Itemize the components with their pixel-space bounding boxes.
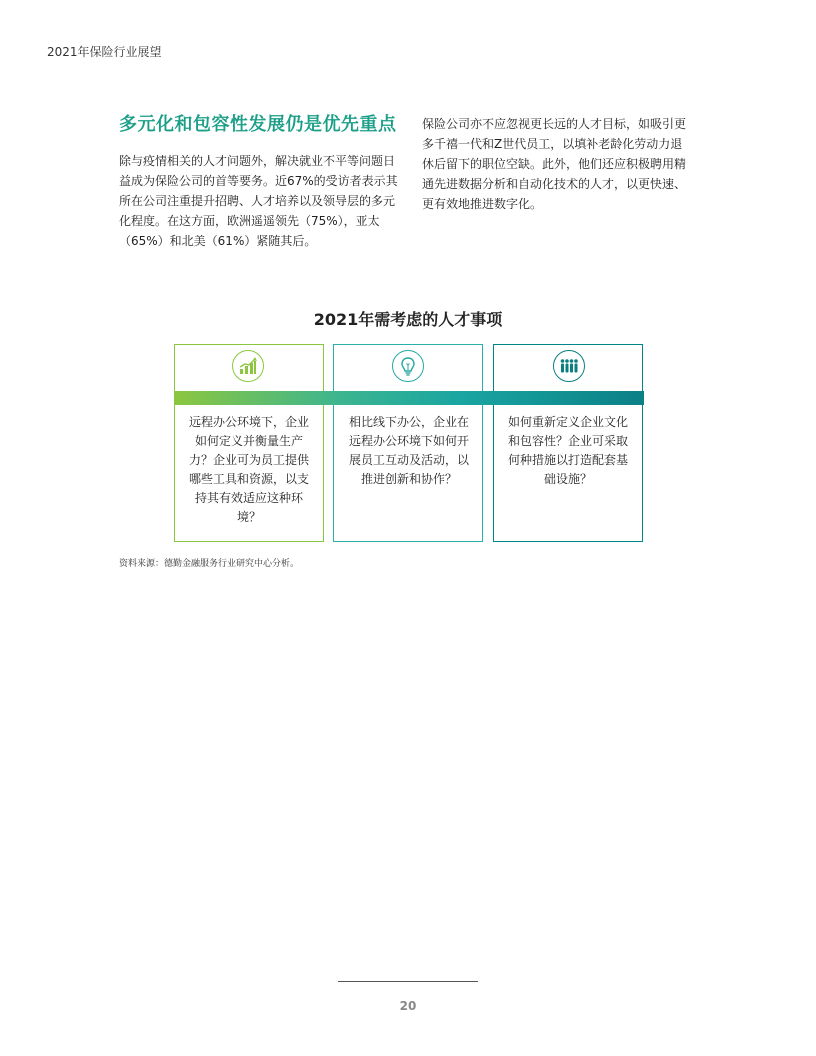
- growth-chart-icon: [232, 350, 264, 382]
- card-text-inclusion: 如何重新定义企业文化和包容性？企业可采取何种措施以打造配套基础设施？: [507, 415, 628, 486]
- source-note: 资料来源：德勤金融服务行业研究中心分析。: [119, 559, 300, 569]
- section-title: 多元化和包容性发展仍是优先重点: [119, 114, 397, 135]
- people-group-icon: [553, 350, 585, 382]
- right-paragraph: 保险公司亦不应忽视更长远的人才目标，如吸引更多千禧一代和Z世代员工，以填补老龄化劳动力退休后留下的职位空缺。此外，他们还应积极聘用精通先进数据分析和自动化技术的人才，以更快速、更有效地推进数字化。: [422, 117, 687, 211]
- figure-title: 2021年需考虑的人才事项: [313, 310, 503, 329]
- gradient-band: [174, 391, 644, 405]
- running-header: 2021年保险行业展望: [47, 45, 162, 59]
- page-number: 20: [399, 999, 417, 1013]
- left-paragraph: 除与疫情相关的人才问题外，解决就业不平等问题日益成为保险公司的首等要务。近67%的受访者表示其所在公司注重提升招聘、人才培养以及领导层的多元化程度。在这方面，欧洲遥遥领先（75%），亚太（65%）和北美（61%）紧随其后。: [119, 154, 398, 248]
- card-text-collaboration: 相比线下办公，企业在远程办公环境下如何开展员工互动及活动，以推进创新和协作？: [348, 415, 469, 486]
- card-text-productivity: 远程办公环境下，企业如何定义并衡量生产力？企业可为员工提供哪些工具和资源，以支持其有效适应这种环境？: [188, 415, 309, 524]
- footer-divider: [338, 981, 478, 982]
- lightbulb-icon: [392, 350, 424, 382]
